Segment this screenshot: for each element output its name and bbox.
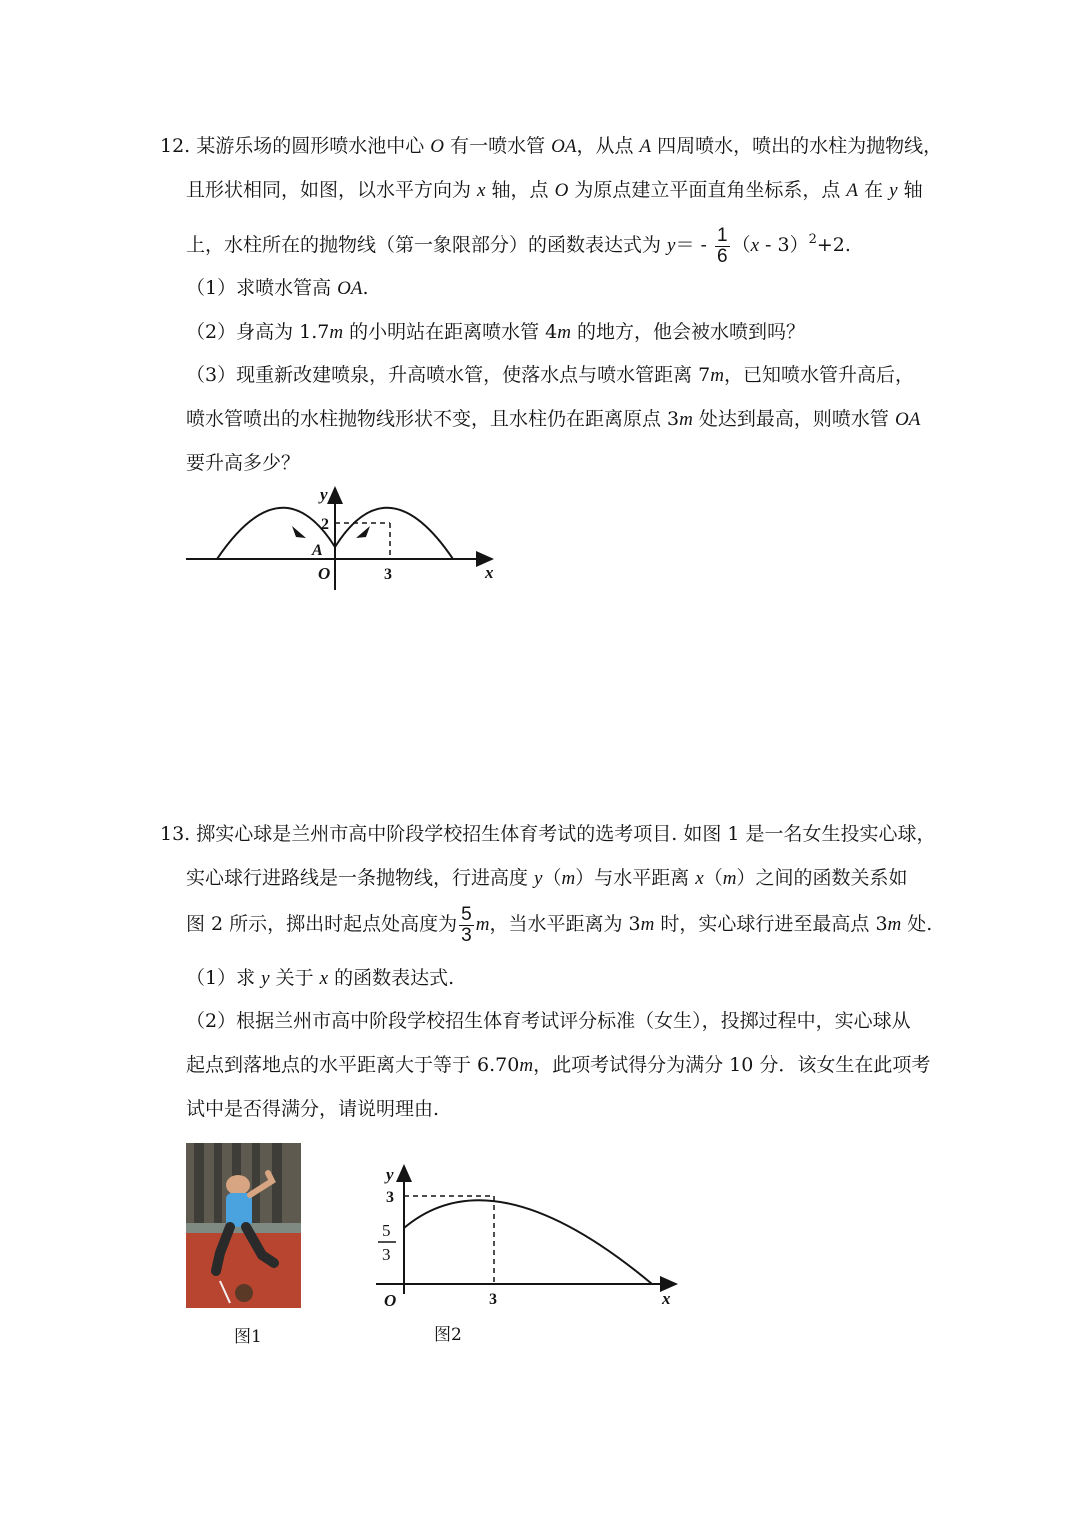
q12-fountain-figure (180, 482, 510, 592)
q12-line-1: 12. 某游乐场的圆形喷水池中心 O 有一喷水管 OA，从点 A 四周喷水，喷出的水柱为抛物线， (160, 135, 943, 157)
shot-put-photo (186, 1143, 301, 1308)
q13-part-2-line-2: 起点到落地点的水平距离大于等于 6.70m，此项考试得分为满分 10 分．该女生在此项考 (186, 1054, 931, 1076)
tick-label-3: 3 (384, 566, 392, 583)
q13-part-1: （1）求 y 关于 x 的函数表达式. (186, 967, 455, 989)
right-parabola (335, 508, 453, 559)
q13-line-3: 图 2 所示，掷出时起点处高度为 $\frac{5}{3}$ m，当水平距离为 3m 时，实心球行进至最高点 3m 处. (186, 903, 933, 946)
q13-line-2: 实心球行进路线是一条抛物线，行进高度 y（m）与水平距离 x（m）之间的函数关系如 (186, 867, 908, 889)
fraction-one-sixth: $\frac{1}{6}$ (716, 224, 728, 267)
q12-part-1: （1）求喷水管高 OA. (186, 277, 369, 299)
start-height-numerator: 5 (382, 1221, 391, 1240)
flow-arrow-left (292, 526, 306, 538)
q13-trajectory-figure (370, 1160, 690, 1320)
q12-part-3-line-1: （3）现重新改建喷泉，升高喷水管，使落水点与喷水管距离 7m，已知喷水管升高后， (186, 364, 914, 386)
y-axis-label: y (320, 485, 328, 504)
q13-part-2-line-1: （2）根据兰州市高中阶段学校招生体育考试评分标准（女生），投掷过程中，实心球从 (186, 1010, 911, 1032)
y-axis-label: y (386, 1165, 394, 1184)
flow-arrow-right (356, 526, 370, 538)
start-height-denominator: 3 (382, 1245, 391, 1264)
q12-line-3: 上，水柱所在的抛物线（第一象限部分）的函数表达式为 y＝ - $\frac{1}{6}$ （x - 3）$^2$+2. (186, 224, 851, 267)
x-axis-label: x (662, 1289, 671, 1308)
q12-line-2: 且形状相同，如图，以水平方向为 x 轴，点 O 为原点建立平面直角坐标系，点 A 在 y 轴 (186, 179, 923, 201)
tick-label-3-x: 3 (489, 1291, 497, 1308)
ball-trajectory (404, 1200, 652, 1284)
origin-label: O (384, 1291, 397, 1310)
figure-1-caption: 图1 (234, 1327, 262, 1347)
x-axis-label: x (485, 563, 494, 582)
fraction-five-thirds: $\frac{5}{3}$ (461, 903, 472, 946)
figure-2-caption: 图2 (434, 1325, 462, 1345)
q13-line-1: 13. 掷实心球是兰州市高中阶段学校招生体育考试的选考项目. 如图 1 是一名女生投实心球， (160, 823, 936, 845)
q12-part-2: （2）身高为 1.7m 的小明站在距离喷水管 4m 的地方，他会被水喷到吗？ (186, 321, 806, 343)
tick-label-2: 2 (321, 516, 329, 533)
q13-part-2-line-3: 试中是否得满分，请说明理由. (186, 1098, 440, 1120)
point-label-A: A (312, 542, 323, 559)
tick-label-3-y: 3 (386, 1189, 394, 1206)
q12-part-3-line-2: 喷水管喷出的水柱抛物线形状不变，且水柱仍在距离原点 3m 处达到最高，则喷水管 OA (186, 408, 921, 430)
origin-label: O (318, 564, 331, 583)
q12-part-3-line-3: 要升高多少？ (186, 452, 301, 474)
